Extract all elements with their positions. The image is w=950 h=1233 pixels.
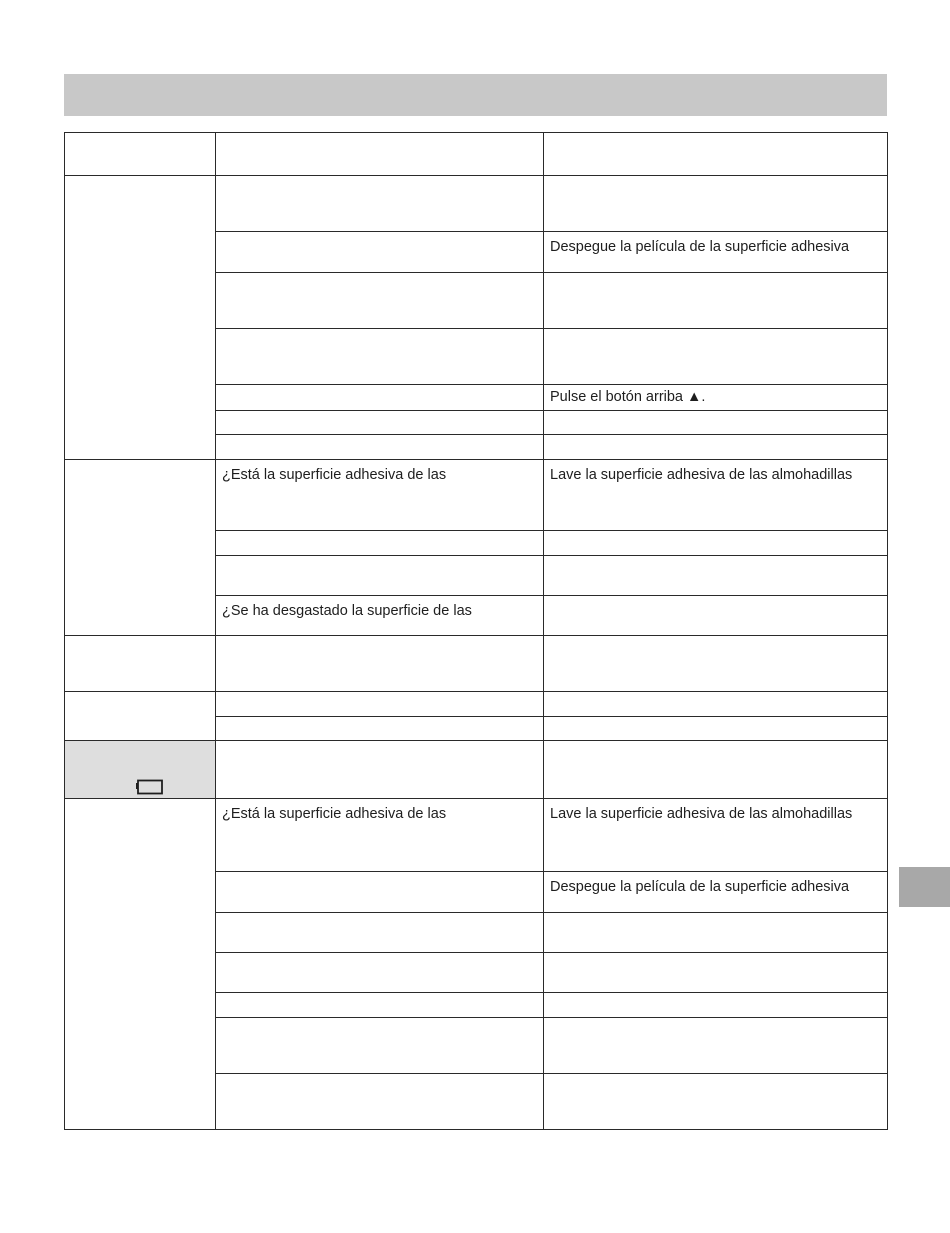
section-header-bar (64, 74, 887, 116)
table-row (65, 692, 888, 717)
cause-cell (216, 555, 544, 595)
table-row (65, 741, 888, 799)
cause-cell (216, 912, 544, 952)
solution-cell (544, 717, 888, 741)
solution-cell: Despegue la película de la superficie adhesiva (544, 872, 888, 912)
solution-cell (544, 952, 888, 992)
solution-cell (544, 555, 888, 595)
cause-cell (216, 232, 544, 273)
cause-cell: ¿Está la superficie adhesiva de las (216, 459, 544, 530)
cause-cell (216, 410, 544, 434)
cause-cell (216, 273, 544, 329)
cause-cell (216, 952, 544, 992)
solution-cell (544, 329, 888, 385)
solution-cell (544, 992, 888, 1017)
solution-cell (544, 273, 888, 329)
solution-cell: Lave la superficie adhesiva de las almohadillas (544, 799, 888, 872)
cause-cell (216, 872, 544, 912)
table-row (65, 799, 888, 872)
problem-cell (65, 176, 216, 460)
troubleshooting-table (64, 132, 888, 1130)
cause-cell (216, 329, 544, 385)
solution-cell (544, 912, 888, 952)
cause-cell (216, 692, 544, 717)
cause-cell (216, 530, 544, 555)
problem-cell (65, 459, 216, 635)
problem-cell (65, 635, 216, 691)
problem-cell-battery (65, 741, 216, 799)
table-row (65, 635, 888, 691)
cause-cell (216, 741, 544, 799)
solution-cell (544, 692, 888, 717)
cause-cell (216, 992, 544, 1017)
solution-cell (544, 635, 888, 691)
cause-cell (216, 1017, 544, 1073)
solution-cell (544, 434, 888, 459)
solution-cell: Pulse el botón arriba ▲. (544, 385, 888, 410)
header-cell-cause (216, 133, 544, 176)
side-section-tab (899, 867, 950, 907)
battery-icon (135, 779, 163, 795)
table-row (65, 176, 888, 232)
solution-cell (544, 741, 888, 799)
solution-cell (544, 1017, 888, 1073)
solution-cell: Despegue la película de la superficie adhesiva (544, 232, 888, 273)
cause-cell (216, 635, 544, 691)
cause-cell (216, 1073, 544, 1129)
solution-cell (544, 1073, 888, 1129)
cause-cell (216, 434, 544, 459)
header-cell-problem (65, 133, 216, 176)
solution-cell: Lave la superficie adhesiva de las almohadillas (544, 459, 888, 530)
cause-cell (216, 385, 544, 410)
cause-cell (216, 717, 544, 741)
problem-cell (65, 799, 216, 1130)
cause-cell (216, 176, 544, 232)
solution-cell (544, 410, 888, 434)
solution-cell (544, 595, 888, 635)
problem-cell (65, 692, 216, 741)
cause-cell: ¿Está la superficie adhesiva de las (216, 799, 544, 872)
table-header-row (65, 133, 888, 176)
solution-cell (544, 176, 888, 232)
cause-cell: ¿Se ha desgastado la superficie de las (216, 595, 544, 635)
solution-cell (544, 530, 888, 555)
header-cell-solution (544, 133, 888, 176)
table-row (65, 459, 888, 530)
